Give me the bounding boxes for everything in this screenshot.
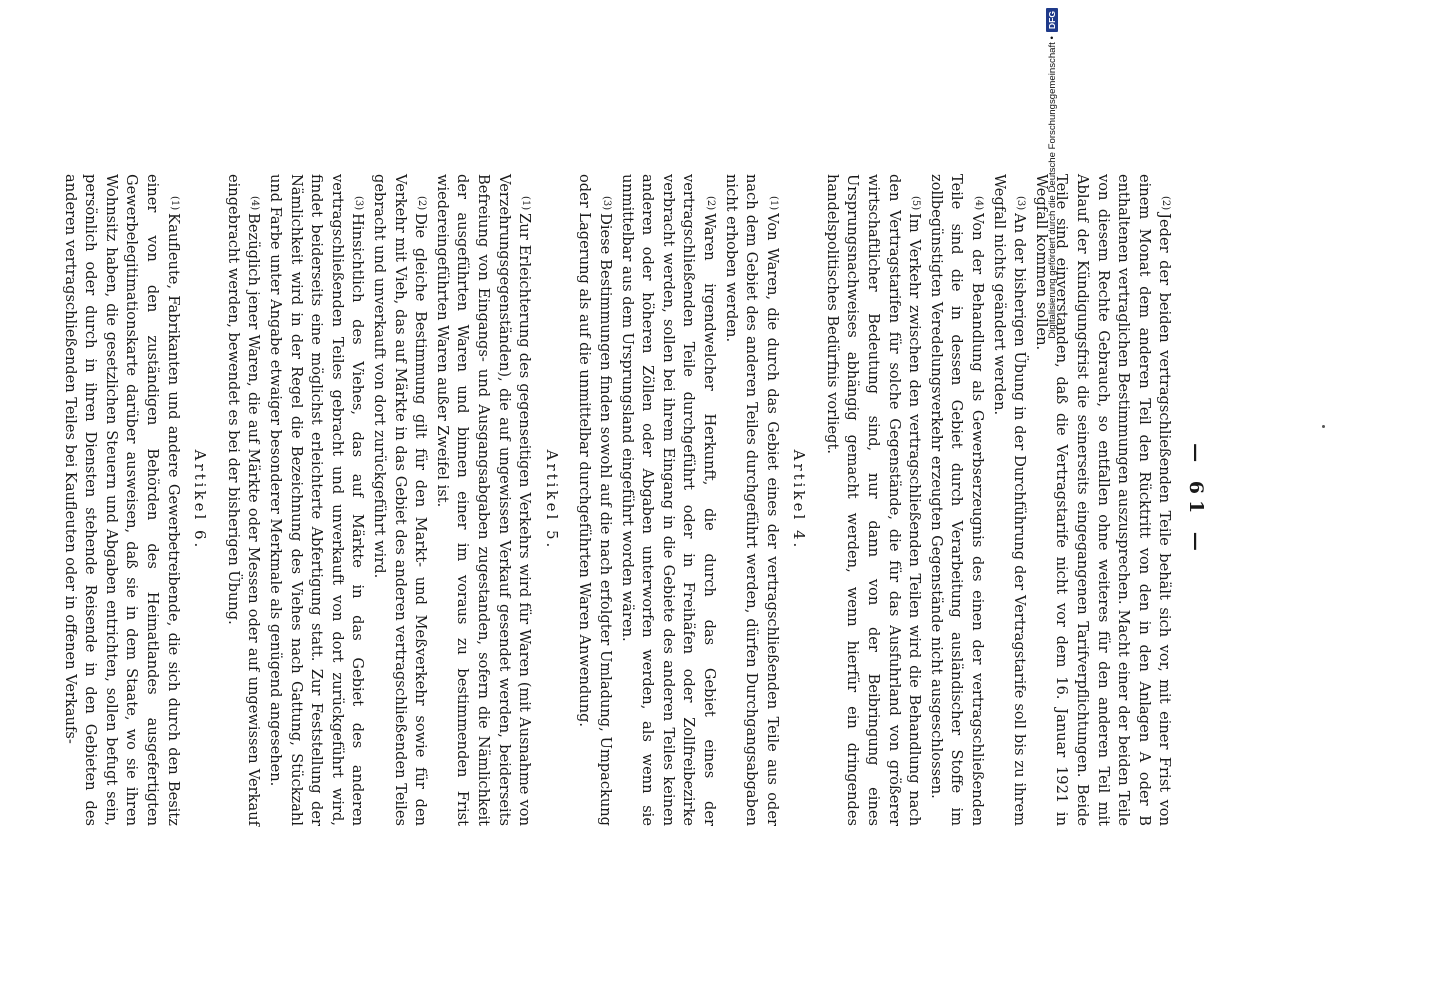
paragraph-text: Zur Erleichterung des gegenseitigen Verkehrs wird für Waren (mit Ausnahme von Verzehrungsgegenständen), die auf ungewissen Verkauf gesendet werden, beiderseits Befreiung von Eingangs- und Ausgangsabgaben zugestanden, sofern die Nämlichkeit der ausgeführten Waren und binnen einer im voraus zu bestimmenden Frist wiedereingeführten Waren außer Zweifel ist. [433,174,534,826]
scan-speck [1322,425,1325,428]
paragraph [616,174,720,826]
paragraph-number: (1) [520,196,532,211]
paragraph [988,174,1030,826]
paragraph-text: Von der Behandlung als Gewerbserzeugnis des einen der vertragschließenden Teile sind die in dessen Gebiet durch Verarbeitung ausländischer Stoffe im zollbegünstigten Veredelungsverkehr erzeugten Gegenstände nicht ausgeschlossen. [927,174,987,826]
paragraph-text: Bezüglich jener Waren, die auf Märkte oder Messen oder auf ungewissen Verkauf eingebracht werden, bewendet es bei der bisherigen Übung. [224,174,263,826]
paragraph-text: Im Verkehr zwischen den vertragschließenden Teilen wird die Behandlung nach den Vertragstarifen für solche Gegenstände, die für das Ausfuhrland von größerer wirtschaftlicher Bedeutung sind, nur dann von der Beibringung eines Ursprungsnachweises abhängig gemacht werden, wenn hierfür ein dringendes handelspolitisches Bedürfnis vorliegt. [823,174,924,826]
article-6-heading: Artikel 6. [191,449,210,551]
paragraph [222,174,264,826]
paragraph-number: (2) [416,196,428,211]
page-number: — 61 — [1185,443,1207,557]
digitization-credit [1046,8,1430,396]
paragraph [368,174,431,826]
paragraph-text: Von Waren, die durch das Gebiet eines der vertragschließenden Teile aus oder nach dem Gebiet des anderen Teiles durchgeführt werden, dürfen Durchgangsabgaben nicht erhoben werden. [722,174,781,826]
credit-text: Digitalisierung gefördert durch die Deutsche Forschungsgemeinschaft • [1046,36,1058,339]
paragraph-text: Diese Bestimmungen finden sowohl auf die nach erfolgter Umladung, Umpackung oder Lagerung als auf die unmittelbar durchgeführten Waren Anwendung. [576,174,614,826]
paragraph-text: An der bisherigen Übung in der Durchführung der Vertragstarife soll bis zu ihrem Wegfall nichts geändert werden. [990,174,1029,826]
paragraph [264,174,368,826]
paragraph-text: Kaufleute, Fabrikanten und andere Gewerbetreibende, die sich durch den Besitz einer von den zuständigen Behörden des Heimatlandes ausgefertigten Gewerbelegitimationskarte darüber ausweisen, daß sie in dem Staate, wo sie ihren Wohnsitz haben, die gesetzlichen Steuern und Abgaben entrichten, sollen befugt sein, persönlich oder durch in ihren Diensten stehende Reisende in den Gebieten des anderen vertragschließenden Teiles bei Kaufleuten oder in offenen Verkaufs- [61,174,182,826]
paragraph [925,174,988,826]
paragraph [59,174,184,826]
article-5-heading: Artikel 5. [542,449,561,551]
paragraph-number: (3) [353,196,365,211]
paragraph-number: (2) [1160,196,1172,211]
paragraph-number: (3) [1015,196,1027,211]
paragraph-text: Jeder der beiden vertragschließenden Teile behält sich vor, mit einer Frist von einem Monat dem anderen Teil den Rücktritt von den in den Anlagen A oder B enthaltenen vertraglichen Bestimmungen auszusprechen. Macht einer der beiden Teile von diesem Rechte Gebrauch, so entfallen ohne weiteres für den anderen Teil mit Ablauf der Kündigungsfrist die seinerseits eingegangenen Tarifverpflichtungen. Beide Teile sind einverstanden, daß die Vertragstarife nicht vor dem 16. Januar 1921 in Wegfall kommen sollen. [1032,174,1174,826]
paragraph-text: Hinsichtlich des Viehes, das auf Märkte in das Gebiet des anderen vertragschließenden Teiles gebracht und unverkauft von dort zurückgeführt wird, findet beiderseits eine möglichst erleichterte Abfertigung statt. Zur Feststellung der Nämlichkeit wird in der Regel die Bezeichnung des Viehes nach Gattung, Stückzahl und Farbe unter Angabe etwaiger besonderer Merkmale als genügend angesehen. [267,174,367,826]
paragraph [821,174,925,826]
paragraph [720,174,783,826]
paragraph-text: Die gleiche Bestimmung gilt für den Markt- und Meßverkehr sowie für den Verkehr mit Vieh, das auf Märkte in das Gebiet des anderen vertragschließenden Teiles gebracht und unverkauft von dort zurückgeführt wird. [371,174,430,826]
paragraph-number: (1) [767,196,779,211]
paragraph-number: (2) [704,196,716,211]
credit-line [1042,8,1062,396]
article-4-heading: Artikel 4. [790,449,809,551]
paragraph-number: (4) [249,196,261,211]
paragraph-text: Waren irgendwelcher Herkunft, die durch das Gebiet eines der vertragschließenden Teile durchgeführt oder in Freihäfen oder Zollfreibezirke verbracht werden, sollen bei ihrem Eingang in die Gebiete des anderen Teiles keinen anderen oder höheren Zöllen oder Abgaben unterworfen werden, als wenn sie unmittelbar aus dem Ursprungsland eingeführt worden wären. [618,174,718,826]
paragraph [574,174,616,826]
paragraph-number: (4) [973,196,985,211]
dfg-logo-icon: DFG [1046,8,1058,32]
paragraph [431,174,535,826]
paragraph-number: (1) [168,196,180,211]
paragraph-number: (5) [910,196,922,211]
paragraph-number: (3) [600,196,612,211]
